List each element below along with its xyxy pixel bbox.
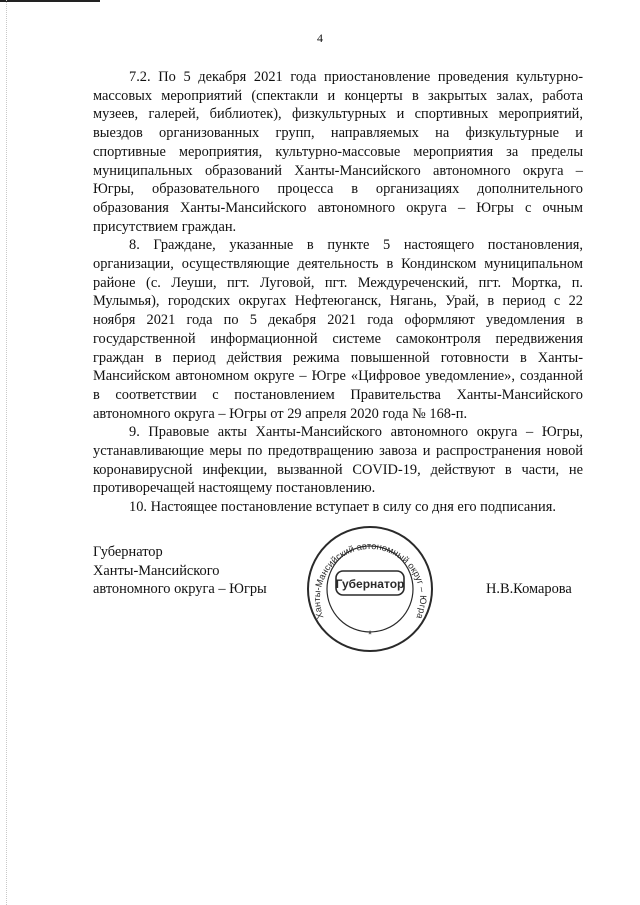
- paragraph-8: 8. Граждане, указанные в пункте 5 настоящего постановления, организации, осуществляющие деятельность в Кондинском муниципальном районе (с. Леуши, пгт. Луговой, пгт. Междуреченский, пгт. Мортка, п. Мулымья), городских округах Нефтеюганск, Нягань, Урай, в период с 22 ноября 2021 года по 5 декабря 2021 года оформляют уведомления в государственной информационной системе самоконтроля передвижения граждан в период действия режима повышенной готовности в Ханты-Мансийском автономном округе – Югре «Цифровое уведомление», созданной в соответствии с постановлением Правительства Ханты-Мансийского автономного округа – Югры от 29 апреля 2020 года № 168-п.: [93, 237, 583, 422]
- official-seal-stamp: [306, 525, 434, 653]
- signatory-name: Н.В.Комарова: [486, 581, 572, 597]
- paragraph-7-2: 7.2. По 5 декабря 2021 года приостановление проведения культурно-массовых мероприятий (спектакли и концерты в закрытых залах, работа музеев, галерей, библиотек), физкультурных и спортивных мероприятий, выездов организованных групп, направляемых на физкультурные и спортивные мероприятия, культурно-массовые мероприятия за пределы муниципальных образований Ханты-Мансийского автономного округа – Югры, образовательного процесса в организациях дополнительного образования Ханты-Мансийского автономного округа – Югры с очным присутствием граждан.: [93, 69, 583, 235]
- seal-ring-text: Ханты-Мансийский автономный округ – Югра: [311, 540, 429, 621]
- seal-star-icon: *: [367, 629, 373, 641]
- signatory-title-line-2: Ханты-Мансийского: [93, 562, 220, 579]
- page-number: 4: [317, 31, 323, 45]
- signatory-title: [93, 543, 267, 599]
- signatory-title-line-3: автономного округа – Югры: [93, 581, 267, 598]
- scan-edge: [6, 0, 7, 905]
- document-body: [93, 68, 583, 517]
- paragraph-10: 10. Настоящее постановление вступает в силу со дня его подписания.: [129, 499, 556, 516]
- seal-center-text: Губернатор: [335, 577, 405, 591]
- paragraph-9: 9. Правовые акты Ханты-Мансийского автономного округа – Югры, устанавливающие меры по предотвращению завоза и распространения новой коронавирусной инфекции, вызванной COVID-19, действуют в части, не противоречащей настоящему постановлению.: [93, 424, 583, 497]
- top-rule: [0, 0, 100, 2]
- signatory-title-line-1: Губернатор: [93, 544, 163, 560]
